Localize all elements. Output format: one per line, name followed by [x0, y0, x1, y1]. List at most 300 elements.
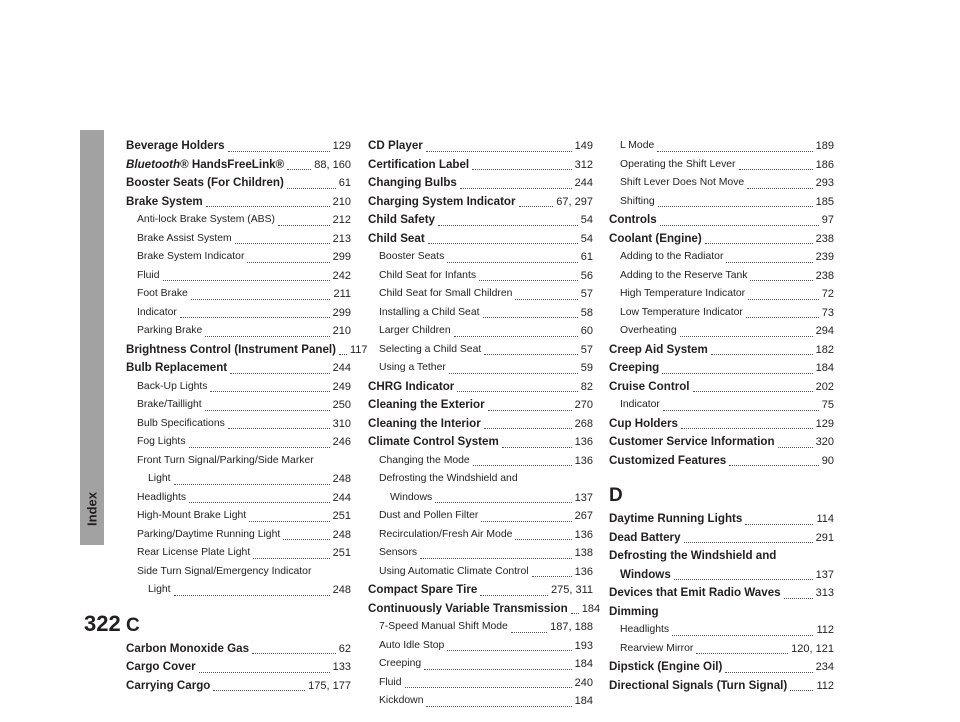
index-subentry[interactable] [368, 618, 593, 637]
entry-page-ref[interactable]: 136 [574, 436, 593, 448]
entry-title: Cleaning the Exterior [368, 398, 485, 411]
index-subentry[interactable] [609, 621, 834, 640]
index-entry[interactable] [368, 378, 593, 397]
entry-title: Headlights [620, 624, 670, 635]
index-subentry[interactable] [126, 489, 351, 508]
index-entry[interactable] [609, 359, 834, 378]
dot-leader [657, 151, 812, 152]
dot-leader [729, 465, 818, 466]
entry-page-ref[interactable]: 114 [816, 513, 834, 525]
dot-leader [684, 542, 813, 543]
entry-page-ref[interactable]: 62 [338, 642, 351, 655]
entry-page-ref[interactable]: 54 [580, 232, 593, 245]
entry-page-ref[interactable]: 275, 311 [550, 584, 593, 596]
index-letter-heading: D [609, 485, 623, 506]
entry-title: Compact Spare Tire [368, 583, 478, 596]
dot-leader [515, 539, 571, 540]
entry-page-ref[interactable]: 293 [815, 177, 834, 189]
index-subentry[interactable] [368, 637, 593, 656]
index-column-3 [609, 137, 834, 695]
dot-leader [502, 447, 572, 448]
dot-leader [163, 280, 330, 281]
index-subentry[interactable] [126, 581, 351, 600]
entry-page-ref[interactable]: 75 [821, 399, 834, 411]
entry-page-ref[interactable]: 59 [580, 362, 593, 374]
entry-page-ref[interactable]: 268 [574, 417, 593, 430]
index-entry[interactable] [368, 581, 593, 600]
dot-leader [662, 373, 812, 374]
entry-title: Selecting a Child Seat [379, 343, 482, 355]
index-subentry[interactable] [368, 359, 593, 378]
dot-leader [339, 354, 347, 355]
entry-page-ref[interactable]: 61 [580, 251, 593, 263]
entry-title: Brake System Indicator [137, 251, 245, 262]
index-subentry[interactable] [126, 415, 351, 434]
index-letter-heading: C [126, 614, 140, 636]
index-entry[interactable] [609, 211, 834, 230]
entry-title: Child Seat for Small Children [379, 288, 513, 299]
index-subentry[interactable] [368, 341, 593, 360]
index-entry[interactable] [368, 415, 593, 434]
entry-title: Light [148, 584, 171, 595]
entry-page-ref[interactable]: 240 [574, 676, 593, 689]
dot-leader [515, 299, 577, 300]
index-subentry[interactable] [609, 156, 834, 175]
dot-leader [674, 579, 813, 580]
dot-leader [213, 690, 305, 691]
entry-page-ref[interactable]: 82 [580, 380, 593, 393]
dot-leader [711, 354, 813, 355]
entry-page-ref[interactable]: 117 [350, 343, 368, 356]
entry-title: Brake/Taillight [137, 399, 202, 410]
entry-title: Dipstick (Engine Oil) [609, 660, 723, 673]
index-subentry[interactable] [126, 563, 351, 582]
dot-leader [426, 151, 572, 152]
dot-leader [663, 410, 819, 411]
index-subentry[interactable] [126, 544, 351, 563]
index-subentry[interactable] [126, 507, 351, 526]
entry-title: High Temperature Indicator [620, 288, 746, 299]
index-subentry[interactable] [126, 285, 351, 304]
entry-page-ref[interactable]: 56 [580, 269, 593, 282]
entry-page-ref[interactable]: 238 [815, 269, 834, 282]
entry-title: Certification Label [368, 157, 470, 171]
entry-page-ref[interactable]: 320 [815, 436, 834, 448]
dot-leader [484, 428, 572, 429]
entry-title: Customer Service Information [609, 435, 775, 448]
dot-leader [488, 410, 572, 411]
entry-page-ref[interactable]: 73 [821, 306, 834, 319]
entry-page-ref[interactable]: 251 [332, 510, 351, 522]
entry-title: Bulb Specifications [137, 417, 225, 429]
entry-page-ref[interactable]: 244 [332, 362, 351, 374]
entry-page-ref[interactable]: 129 [332, 140, 351, 152]
index-subentry[interactable] [126, 322, 351, 341]
index-side-tab [80, 130, 104, 545]
entry-title: Dead Battery [609, 530, 681, 544]
entry-page-ref[interactable]: 184 [574, 695, 593, 707]
entry-title: Charging System Indicator [368, 194, 516, 208]
entry-page-ref[interactable]: 251 [332, 547, 351, 559]
index-entry[interactable] [368, 600, 601, 619]
dot-leader [745, 524, 813, 525]
entry-page-ref[interactable]: 133 [332, 661, 351, 673]
entry-page-ref[interactable]: 294 [815, 325, 834, 337]
index-subentry[interactable] [368, 470, 593, 489]
index-subentry[interactable] [126, 267, 351, 286]
entry-page-ref[interactable]: 175, 177 [308, 679, 351, 692]
index-entry[interactable] [368, 211, 593, 230]
index-subentry[interactable] [609, 193, 834, 212]
index-entry[interactable] [368, 174, 593, 193]
entry-page-ref[interactable]: 57 [580, 343, 593, 356]
entry-page-ref[interactable]: 112 [816, 624, 834, 636]
dot-leader [283, 539, 329, 540]
dot-leader [479, 280, 578, 281]
index-subentry[interactable] [126, 470, 351, 489]
index-entry[interactable] [609, 584, 834, 603]
page-number: 322 [84, 611, 121, 636]
entry-page-ref[interactable]: 88, 160 [314, 158, 351, 171]
index-entry[interactable] [126, 341, 368, 360]
entry-page-ref[interactable]: 213 [332, 232, 351, 245]
entry-title: High-Mount Brake Light [137, 510, 247, 521]
index-entry[interactable] [609, 658, 834, 677]
index-entry[interactable] [126, 640, 351, 659]
index-subentry[interactable] [368, 674, 593, 693]
index-subentry[interactable] [609, 267, 834, 286]
dot-leader [428, 243, 578, 244]
entry-title: Cruise Control [609, 379, 690, 393]
index-subentry[interactable] [126, 211, 351, 230]
index-entry[interactable] [126, 137, 351, 156]
entry-title: Dust and Pollen Filter [379, 510, 479, 521]
index-subentry[interactable] [126, 452, 351, 471]
entry-page-ref[interactable]: 234 [815, 661, 834, 673]
index-entry[interactable] [126, 658, 351, 677]
dot-leader [174, 484, 330, 485]
index-entry[interactable] [126, 174, 351, 193]
entry-page-ref[interactable]: 182 [815, 343, 834, 356]
entry-page-ref[interactable]: 244 [332, 491, 351, 504]
dot-leader [278, 225, 330, 226]
entry-page-ref[interactable]: 249 [332, 380, 351, 393]
entry-title: Rear License Plate Light [137, 547, 251, 558]
index-subentry[interactable] [126, 396, 351, 415]
entry-page-ref[interactable]: 248 [332, 584, 351, 596]
entry-title: Carbon Monoxide Gas [126, 641, 250, 655]
dot-leader [519, 206, 554, 207]
entry-page-ref[interactable]: 299 [332, 306, 351, 319]
entry-title: Brightness Control (Instrument Panel) [126, 342, 336, 356]
entry-page-ref[interactable]: 184 [815, 362, 834, 374]
entry-title: Cargo Cover [126, 660, 196, 673]
index-subentry[interactable] [126, 248, 351, 267]
entry-page-ref[interactable]: 242 [332, 269, 351, 282]
entry-page-ref[interactable]: 299 [332, 251, 351, 263]
dot-leader [747, 188, 812, 189]
index-subentry[interactable] [368, 267, 593, 286]
index-entry[interactable] [609, 603, 834, 622]
entry-title: Using Automatic Climate Control [379, 565, 529, 577]
dot-leader [205, 410, 330, 411]
index-subentry[interactable] [368, 489, 593, 508]
index-subentry[interactable] [609, 248, 834, 267]
index-entry[interactable] [368, 156, 593, 175]
index-entry[interactable] [368, 230, 593, 249]
entry-page-ref[interactable]: 58 [580, 306, 593, 319]
dot-leader [457, 391, 577, 392]
entry-page-ref[interactable]: 238 [815, 232, 834, 245]
dot-leader [672, 635, 813, 636]
index-entry[interactable] [368, 137, 593, 156]
index-entry[interactable] [126, 359, 351, 378]
index-entry[interactable] [609, 341, 834, 360]
entry-page-ref[interactable]: 248 [332, 528, 351, 541]
entry-title: Parking/Daytime Running Light [137, 528, 281, 540]
entry-title: Continuously Variable Transmission [368, 601, 568, 615]
entry-title: Brake Assist System [137, 232, 232, 244]
dot-leader [693, 391, 813, 392]
dot-leader [480, 595, 548, 596]
entry-page-ref[interactable]: 267 [574, 510, 593, 522]
entry-title: Recirculation/Fresh Air Mode [379, 528, 513, 540]
entry-title: Devices that Emit Radio Waves [609, 586, 781, 599]
dot-leader [778, 447, 813, 448]
index-entry[interactable] [126, 677, 351, 696]
entry-page-ref[interactable]: 211 [333, 288, 351, 300]
entry-page-ref[interactable]: 202 [815, 380, 834, 393]
entry-title: Shifting [620, 195, 655, 207]
entry-title: Front Turn Signal/Parking/Side Marker [137, 454, 314, 466]
dot-leader [705, 243, 813, 244]
entry-page-ref[interactable]: 189 [815, 140, 834, 152]
index-subentry[interactable] [368, 248, 593, 267]
index-subentry[interactable] [368, 655, 593, 674]
dot-leader [180, 317, 330, 318]
entry-page-ref[interactable]: 67, 297 [556, 195, 593, 208]
entry-page-ref[interactable]: 97 [821, 214, 834, 226]
dot-leader [660, 225, 819, 226]
dot-leader [790, 690, 813, 691]
index-subentry[interactable] [368, 692, 593, 711]
entry-title: Using a Tether [379, 362, 446, 373]
entry-page-ref[interactable]: 184 [581, 602, 601, 615]
index-subentry[interactable] [126, 526, 351, 545]
dot-leader [287, 169, 311, 170]
entry-page-ref[interactable]: 187, 188 [550, 621, 593, 633]
entry-page-ref[interactable]: 137 [574, 491, 593, 504]
entry-title: Fluid [379, 676, 402, 688]
entry-page-ref[interactable]: 184 [574, 658, 593, 670]
entry-page-ref[interactable]: 212 [332, 214, 351, 226]
dot-leader [681, 428, 813, 429]
dot-leader [571, 613, 579, 614]
entry-title: Bluetooth® HandsFreeLink® [126, 157, 285, 171]
entry-page-ref[interactable]: 185 [815, 195, 834, 208]
dot-leader [511, 632, 547, 633]
entry-page-ref[interactable]: 248 [332, 473, 351, 485]
entry-page-ref[interactable]: 120, 121 [791, 642, 834, 655]
entry-page-ref[interactable]: 61 [338, 177, 351, 189]
entry-title: Low Temperature Indicator [620, 306, 743, 318]
entry-page-ref[interactable]: 90 [821, 454, 834, 467]
dot-leader [253, 558, 329, 559]
entry-page-ref[interactable]: 246 [332, 436, 351, 448]
entry-title: Windows [620, 567, 671, 581]
index-subentry[interactable] [609, 322, 834, 341]
index-subentry[interactable] [609, 304, 834, 323]
entry-title: Shift Lever Does Not Move [620, 177, 745, 188]
index-entry[interactable] [609, 415, 834, 434]
dot-leader [784, 598, 813, 599]
entry-page-ref[interactable]: 54 [580, 214, 593, 226]
entry-title: Cleaning the Interior [368, 416, 481, 430]
entry-title: Indicator [137, 306, 177, 318]
section-label: Index [84, 492, 100, 526]
entry-title: Booster Seats (For Children) [126, 176, 284, 189]
entry-title: Cup Holders [609, 416, 678, 430]
index-subentry[interactable] [609, 640, 834, 659]
entry-title: Creeping [379, 658, 422, 669]
entry-title: Rearview Mirror [620, 642, 694, 654]
entry-page-ref[interactable]: 310 [332, 417, 351, 430]
entry-title: L Mode [620, 140, 655, 151]
index-subentry[interactable] [368, 544, 593, 563]
index-entry[interactable] [609, 452, 834, 471]
index-entry[interactable] [609, 433, 834, 452]
index-subentry[interactable] [609, 174, 834, 193]
entry-page-ref[interactable]: 60 [580, 325, 593, 337]
entry-page-ref[interactable]: 129 [815, 417, 834, 430]
entry-page-ref[interactable]: 313 [815, 587, 834, 599]
entry-page-ref[interactable]: 112 [816, 679, 834, 692]
entry-page-ref[interactable]: 270 [574, 399, 593, 411]
dot-leader [189, 502, 330, 503]
entry-page-ref[interactable]: 210 [332, 195, 351, 208]
index-entry[interactable] [368, 433, 593, 452]
entry-title: Indicator [620, 399, 660, 410]
index-subentry[interactable] [609, 137, 834, 156]
dot-leader [206, 206, 330, 207]
entry-page-ref[interactable]: 239 [815, 251, 834, 263]
dot-leader [405, 687, 572, 688]
entry-page-ref[interactable]: 138 [574, 547, 593, 559]
entry-title: Defrosting the Windshield and [379, 473, 518, 484]
entry-title: Fluid [137, 269, 160, 281]
entry-page-ref[interactable]: 149 [574, 140, 593, 152]
dot-leader [420, 558, 572, 559]
dot-leader [748, 299, 819, 300]
entry-page-ref[interactable]: 186 [815, 158, 834, 171]
index-entry[interactable] [126, 156, 351, 175]
dot-leader [199, 672, 330, 673]
dot-leader [680, 336, 813, 337]
dot-leader [191, 299, 331, 300]
dot-leader [438, 225, 578, 226]
entry-page-ref[interactable]: 72 [821, 288, 834, 300]
index-entry[interactable] [609, 378, 834, 397]
dot-leader [481, 521, 571, 522]
dot-leader [473, 465, 572, 466]
entry-page-ref[interactable]: 312 [574, 158, 593, 171]
dot-leader [426, 706, 571, 707]
dot-leader [228, 428, 330, 429]
index-entry[interactable] [609, 510, 834, 529]
entry-title: Anti-lock Brake System (ABS) [137, 214, 276, 225]
index-entry[interactable] [126, 193, 351, 212]
index-subentry[interactable] [368, 526, 593, 545]
entry-title: Foot Brake [137, 288, 188, 299]
entry-page-ref[interactable]: 250 [332, 399, 351, 411]
entry-title: Overheating [620, 325, 677, 336]
entry-title: CHRG Indicator [368, 379, 455, 393]
dot-leader [449, 373, 578, 374]
entry-title: Adding to the Radiator [620, 251, 724, 262]
index-subentry[interactable] [609, 285, 834, 304]
index-subentry[interactable] [609, 396, 834, 415]
index-subentry[interactable] [126, 304, 351, 323]
entry-page-ref[interactable]: 136 [574, 454, 593, 467]
entry-title: Installing a Child Seat [379, 306, 480, 318]
index-subentry[interactable] [368, 322, 593, 341]
index-entry[interactable] [368, 193, 593, 212]
entry-page-ref[interactable]: 137 [815, 568, 834, 581]
entry-title: Side Turn Signal/Emergency Indicator [137, 565, 312, 577]
entry-title: Daytime Running Lights [609, 512, 743, 525]
dot-leader [484, 354, 578, 355]
dot-leader [750, 280, 812, 281]
entry-page-ref[interactable]: 57 [580, 288, 593, 300]
index-subentry[interactable] [126, 230, 351, 249]
dot-leader [210, 391, 329, 392]
index-entry[interactable] [368, 396, 593, 415]
entry-title: Beverage Holders [126, 139, 225, 152]
entry-page-ref[interactable]: 136 [574, 528, 593, 541]
dot-leader [696, 653, 788, 654]
index-subentry[interactable] [368, 507, 593, 526]
index-subentry[interactable] [368, 563, 593, 582]
dot-leader [739, 169, 813, 170]
entry-title: 7-Speed Manual Shift Mode [379, 621, 508, 632]
entry-title: Fog Lights [137, 436, 186, 447]
index-subentry[interactable] [126, 378, 351, 397]
index-entry[interactable] [609, 547, 834, 566]
index-entry[interactable] [609, 529, 834, 548]
index-subentry[interactable] [368, 452, 593, 471]
entry-page-ref[interactable]: 193 [574, 639, 593, 652]
entry-page-ref[interactable]: 291 [815, 531, 834, 544]
entry-title: Sensors [379, 547, 418, 558]
index-subentry[interactable] [368, 304, 593, 323]
index-entry[interactable] [609, 566, 834, 585]
entry-title: Larger Children [379, 325, 451, 336]
index-entry[interactable] [609, 677, 834, 696]
entry-title: Changing Bulbs [368, 176, 457, 189]
dot-leader [726, 262, 812, 263]
entry-title: Booster Seats [379, 251, 445, 262]
entry-title: Brake System [126, 194, 203, 208]
entry-page-ref[interactable]: 244 [574, 177, 593, 189]
dot-leader [247, 262, 329, 263]
index-subentry[interactable] [126, 433, 351, 452]
index-subentry[interactable] [368, 285, 593, 304]
entry-title: Parking Brake [137, 325, 203, 336]
dot-leader [658, 206, 813, 207]
entry-page-ref[interactable]: 210 [332, 325, 351, 337]
index-entry[interactable] [609, 230, 834, 249]
entry-page-ref[interactable]: 136 [574, 565, 593, 578]
